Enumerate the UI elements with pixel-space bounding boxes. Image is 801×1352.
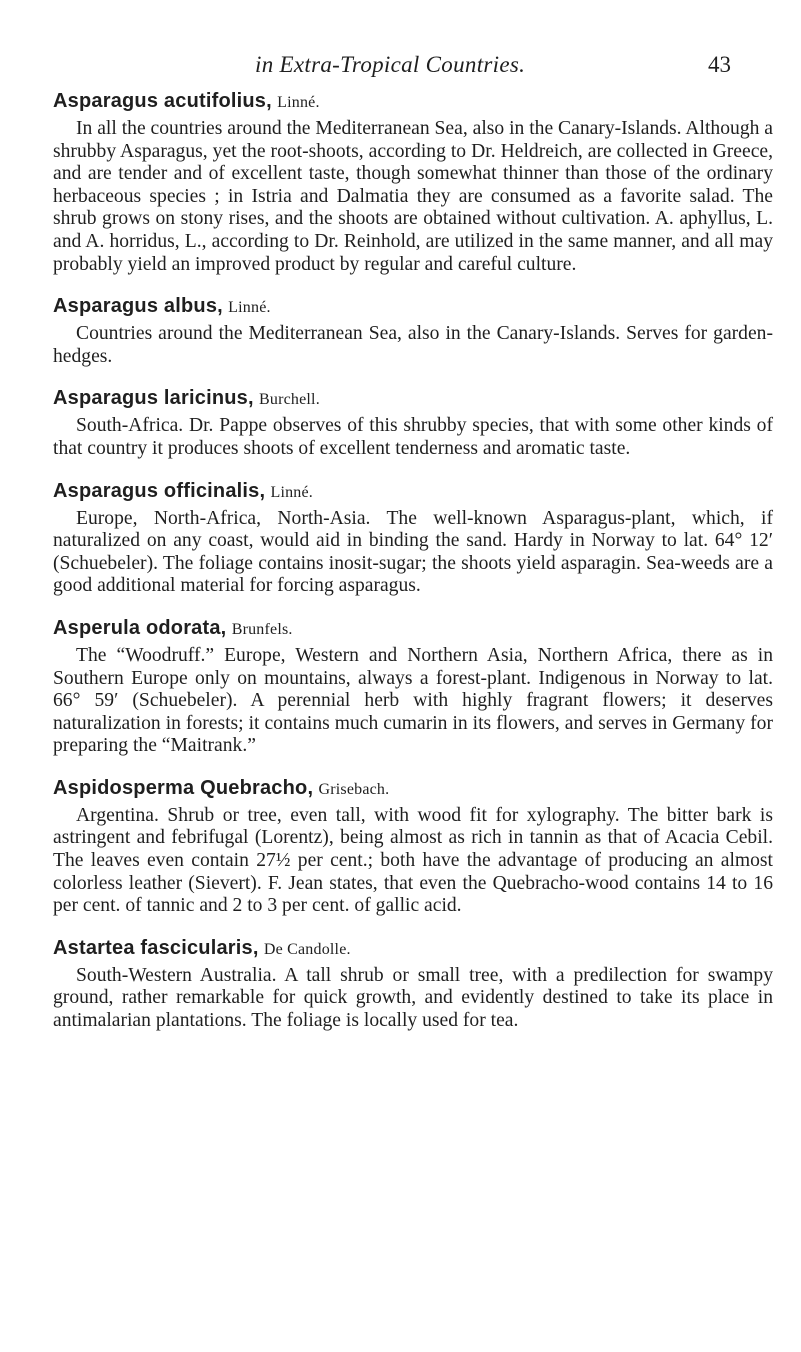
entry-text: Europe, North-Africa, North-Asia. The well-known Asparagus-plant, which, if naturalized on any coast, would aid in binding the sand. Hardy in Norway to lat. 64° 12′ (Schuebeler). The foliage contains inosit-sugar; the shoots yield asparagin. Sea-weeds are a good additional material for forcing asparagus. — [53, 507, 773, 597]
entry-aspidosperma-quebracho — [53, 772, 773, 918]
entry-text: Argentina. Shrub or tree, even tall, with wood fit for xylography. The bitter bark is astringent and febrifugal (Lorentz), being almost as rich in tannin as that of Acacia Cebil. The leaves even contain 27½ per cent.; both have the advantage of producing an almost colorless leather (Sievert). F. Jean states, that even the Quebracho-wood contains 14 to 16 per cent. of tannic and 2 to 3 per cent. of gallic acid. — [53, 804, 773, 917]
species-name: Aspidosperma Quebracho, — [53, 776, 314, 799]
page-number: 43 — [708, 52, 731, 77]
entry-text: South-Africa. Dr. Pappe observes of this shrubby species, that with some other kinds of that country it produces shoots of excellent tenderness and aromatic taste. — [53, 415, 773, 459]
entry-asparagus-laricinus — [53, 382, 773, 460]
species-name: Asparagus laricinus, — [53, 387, 254, 410]
species-name: Asparagus albus, — [53, 295, 223, 318]
running-title: in Extra-Tropical Countries. — [255, 52, 526, 77]
species-authority: Linné. — [228, 299, 271, 317]
entry-asperula-odorata — [53, 612, 773, 758]
entry-text: Countries around the Mediterranean Sea, also in the Canary-Islands. Serves for garden-hedges. — [53, 323, 773, 367]
entries-list — [53, 85, 773, 1047]
entry-heading — [53, 475, 773, 508]
entry-text: South-Western Australia. A tall shrub or small tree, with a predilection for swampy ground, rather remarkable for quick growth, and evidently destined to take its place in antimalarian plantations. The foliage is locally used for tea. — [53, 964, 773, 1032]
entry-heading — [53, 382, 773, 415]
entry-heading — [53, 932, 773, 965]
species-authority: Burchell. — [259, 391, 320, 409]
species-authority: De Candolle. — [263, 940, 351, 958]
entry-text: In all the countries around the Mediterranean Sea, also in the Canary-Islands. Although a shrubby Asparagus, yet the root-shoots, according to Dr. Heldreich, are collected in Greece, and are tender and of excellent taste, though somewhat thinner than those of the ordinary herbaceous species ; in Istria and Dalmatia they are consumed as a favorite salad. The shrub grows on stony rises, and the shoots are obtained without cultivation. A. aphyllus, L. and A. horridus, L., according to Dr. Reinhold, are utilized in the same manner, and all may probably yield an improved product by regular and careful culture. — [53, 118, 774, 275]
entry-astartea-fascicularis — [53, 932, 773, 1033]
entry-heading — [53, 85, 773, 118]
species-authority: Grisebach. — [318, 780, 390, 798]
entry-asparagus-acutifolius — [53, 85, 773, 276]
entry-heading — [53, 290, 773, 323]
species-authority: Brunfels. — [231, 620, 293, 638]
entry-asparagus-albus — [53, 290, 773, 368]
entry-heading — [53, 772, 773, 805]
species-name: Asparagus acutifolius, — [53, 90, 272, 112]
species-name: Asparagus officinalis, — [53, 479, 266, 502]
species-name: Astartea fascicularis, — [53, 936, 259, 959]
species-authority: Linné. — [270, 483, 314, 501]
species-authority: Linné. — [277, 94, 320, 111]
entry-asparagus-officinalis — [53, 475, 773, 598]
entry-heading — [53, 612, 773, 645]
entry-text: The “Woodruff.” Europe, Western and Northern Asia, Northern Africa, there as in Southern Europe only on mountains, always a forest-plant. Indigenous in Norway to lat. 66° 59′ (Schuebeler). A perennial herb with highly fragrant flowers; it deserves naturalization in forests; it contains much cumarin in its flowers, and serves in Germany for preparing the “Maitrank.” — [53, 644, 773, 757]
species-name: Asperula odorata, — [53, 616, 227, 639]
